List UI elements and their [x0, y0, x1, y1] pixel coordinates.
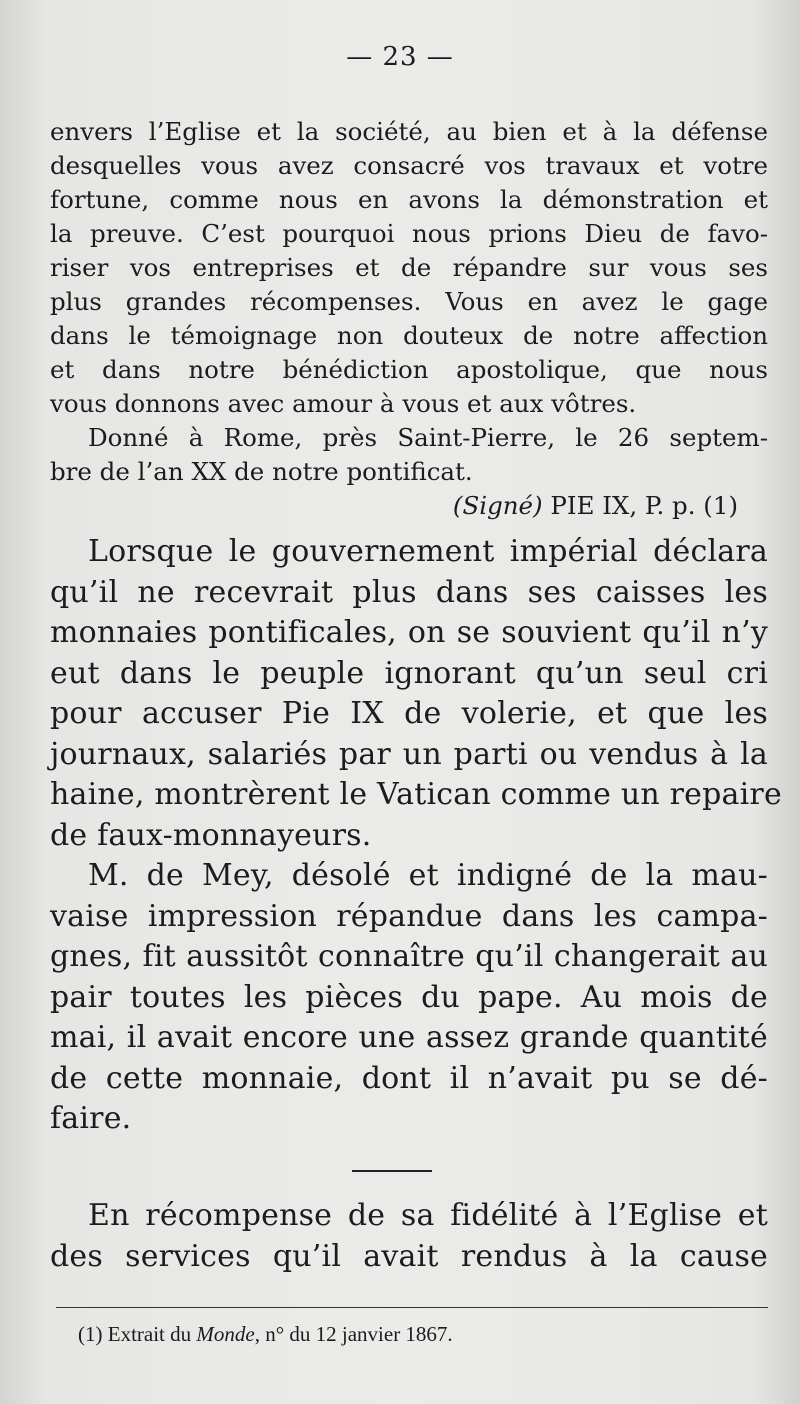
paragraph-monnaies — [50, 532, 782, 1140]
footnote — [78, 1322, 453, 1347]
signature-line — [50, 489, 768, 523]
page-number: — 23 — — [346, 42, 454, 72]
text-line: Lorsque le gouvernement impérial déclara — [88, 534, 768, 569]
text-line: faire. — [50, 1101, 132, 1136]
paragraph-recompense — [50, 1196, 768, 1277]
text-line: pair toutes les pièces du pape. Au mois de — [50, 979, 768, 1015]
section-separator — [352, 1170, 432, 1172]
text-line: qu’il ne recevrait plus dans ses caisses les — [50, 574, 768, 610]
text-line: vous donnons avec amour à vous et aux vôtres. — [50, 389, 637, 418]
footnote-journal: Monde — [196, 1322, 255, 1346]
text-line: gnes, fit aussitôt connaître qu’il changerait au — [50, 939, 768, 974]
text-line: mai, il avait encore une assez grande quantité — [50, 1020, 768, 1055]
text-line: de faux-monnayeurs. — [50, 817, 372, 853]
footnote-marker: (1) — [78, 1322, 103, 1346]
text-line: envers l’Eglise et la société, au bien et à la défense — [50, 117, 768, 146]
text-line: la preuve. C’est pourquoi nous prions Dieu de favo- — [50, 219, 768, 248]
text-line: monnaies pontificales, on se souvient qu’il n’y — [50, 615, 768, 650]
text-line: vaise impression répandue dans les campa- — [50, 898, 768, 934]
signature-signe: (Signé) — [452, 491, 543, 520]
text-line: En récompense de sa fidélité à l’Eglise et — [88, 1198, 768, 1233]
text-line: plus grandes récompenses. Vous en avez le gage — [50, 287, 768, 316]
text-line: fortune, comme nous en avons la démonstration et — [50, 185, 768, 214]
footnote-text: Extrait du — [107, 1322, 192, 1346]
text-line: eut dans le peuple ignorant qu’un seul cri — [50, 655, 768, 691]
text-line: journaux, salariés par un parti ou vendus à la — [50, 736, 768, 772]
signature-name: PIE IX, P. p. (1) — [550, 491, 738, 520]
footnote-text-after: , n° du 12 janvier 1867. — [254, 1322, 453, 1346]
text-line: des services qu’il avait rendus à la cause — [50, 1238, 768, 1274]
text-line: de cette monnaie, dont il n’avait pu se dé- — [50, 1060, 768, 1096]
paragraph-letter-end — [50, 115, 768, 523]
text-line: Donné à Rome, près Saint-Pierre, le 26 septem- — [88, 423, 768, 452]
text-line: riser vos entreprises et de répandre sur vous ses — [50, 253, 768, 282]
text-line: M. de Mey, désolé et indigné de la mau- — [88, 858, 768, 893]
footnote-rule — [56, 1307, 768, 1308]
text-line: pour accuser Pie IX de volerie, et que les — [50, 696, 768, 731]
text-line: et dans notre bénédiction apostolique, que nous — [50, 355, 768, 384]
text-line: bre de l’an XX de notre pontificat. — [50, 457, 473, 486]
text-line: haine, montrèrent le Vatican comme un repaire — [50, 777, 782, 812]
text-line: dans le témoignage non douteux de notre affection — [50, 321, 768, 350]
text-line: desquelles vous avez consacré vos travaux et votre — [50, 151, 768, 180]
